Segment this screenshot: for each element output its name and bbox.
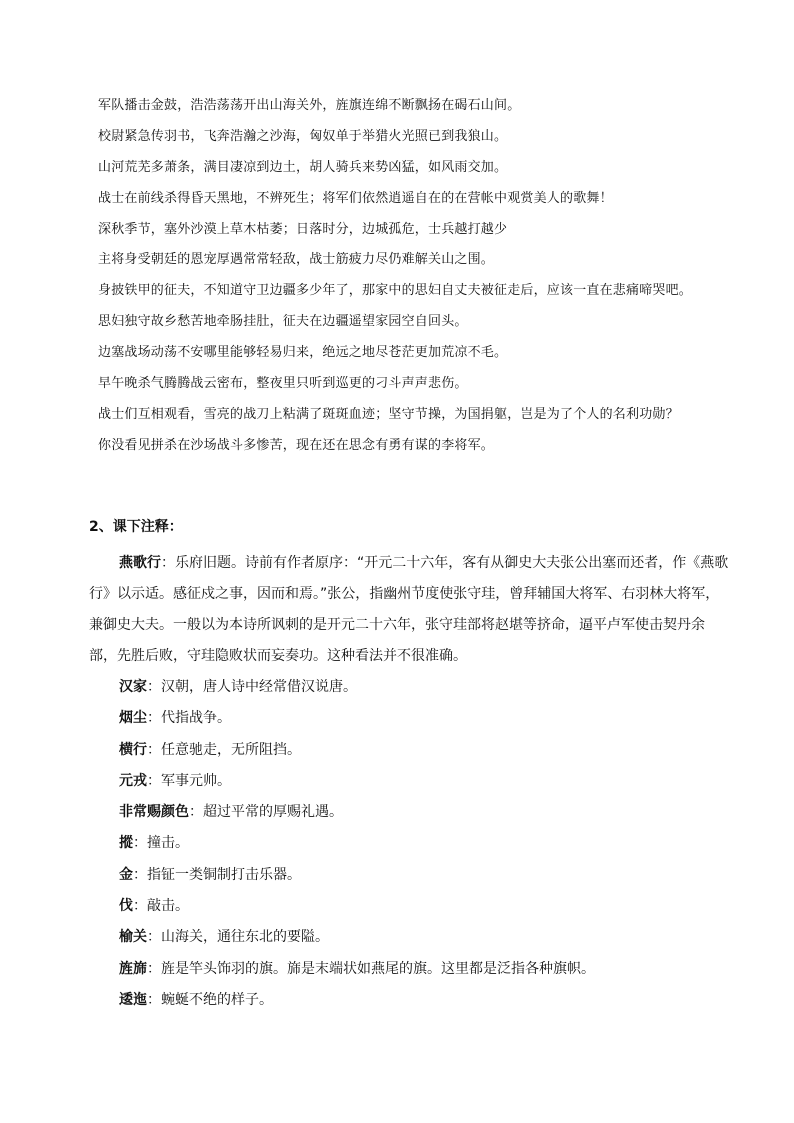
note-text: ：蜿蜒不绝的样子。: [147, 991, 273, 1008]
note-term: 横行: [119, 741, 147, 758]
note-text: ：撞击。: [133, 835, 189, 852]
note-item: [89, 797, 729, 828]
note-text: ：指钲一类铜制打击乐器。: [133, 866, 301, 883]
note-term: 摐: [119, 835, 133, 852]
translation-line: 军队播击金鼓，浩浩荡荡开出山海关外，旌旗连绵不断飘扬在碣石山间。: [98, 98, 521, 113]
translation-line: 校尉紧急传羽书，飞奔浩瀚之沙海，匈奴单于举猎火光照已到我狼山。: [98, 128, 508, 144]
note-item: [89, 735, 729, 766]
note-text: ：军事元帅。: [147, 772, 231, 789]
note-term: 非常赐颜色: [119, 804, 189, 821]
note-item: [89, 954, 729, 985]
note-term: 伐: [119, 898, 133, 915]
translation-line: 身披铁甲的征夫，不知道守卫边疆多少年了，那家中的思妇自丈夫被征走后，应该一直在悲痛啼哭吧。: [98, 283, 693, 299]
note-term: 金: [119, 866, 133, 883]
translation-line: 早午晚杀气腾腾战云密布，整夜里只听到巡更的刁斗声声悲伤。: [98, 376, 468, 392]
note-term: 燕歌行: [119, 555, 161, 571]
translation-line: 边塞战场动荡不安哪里能够轻易归来，绝远之地尽苍茫更加荒凉不毛。: [98, 345, 508, 361]
note-item-yangexing: [89, 548, 729, 672]
note-term: 烟尘: [119, 710, 147, 727]
note-item: [89, 672, 729, 703]
note-item: [89, 703, 729, 734]
note-term: 旌旆: [119, 960, 147, 977]
note-item: [89, 891, 729, 922]
note-item: [89, 985, 729, 1016]
notes-section-title: 2、课下注释：: [89, 519, 183, 535]
note-text: ：旌是竿头饰羽的旗。旆是末端状如燕尾的旗。这里都是泛指各种旗帜。: [147, 960, 595, 977]
note-text: ：任意驰走，无所阻挡。: [147, 741, 301, 758]
note-term: 元戎: [119, 772, 147, 789]
note-text: ：代指战争。: [147, 710, 231, 727]
note-text: ：敲击。: [133, 898, 189, 915]
note-item: [89, 828, 729, 859]
note-text: ：山海关，通往东北的要隘。: [147, 929, 329, 946]
translation-line: 战士们互相观看，雪亮的战刀上粘满了斑斑血迹；坚守节操，为国捐躯，岂是为了个人的名利功勋？: [98, 406, 679, 422]
translation-line: 你没看见拼杀在沙场战斗多惨苦，现在还在思念有勇有谋的李将军。: [98, 437, 495, 453]
translation-block: [98, 98, 738, 469]
note-item: [89, 766, 729, 797]
note-text: ：汉朝，唐人诗中经常借汉说唐。: [147, 679, 357, 695]
note-term: 榆关: [119, 929, 147, 946]
note-term: 汉家: [119, 679, 147, 695]
translation-line: 山河荒芜多萧条，满目凄凉到边土，胡人骑兵来势凶猛，如风雨交加。: [98, 159, 508, 175]
translation-line: 主将身受朝廷的恩宠厚遇常常轻敌，战士筋疲力尽仍难解关山之围。: [98, 252, 495, 268]
notes-list: [89, 548, 729, 1016]
note-item: [89, 922, 729, 953]
note-item: [89, 860, 729, 891]
note-text: ：乐府旧题。诗前有作者原序：“开元二十六年，客有从御史大夫张公出塞而还者，作《燕歌行》以示适。感征戍之事，因而和焉。”张公，指幽州节度使张守珪，曾拜辅国大将军、右羽林大将军，兼御史大夫。一般以为本诗所讽刺的是开元二十六年，张守珪部将赵堪等挤命，逼平卢军使击契丹余部，先胜后败，守珪隐败状而妄奏功。这种看法并不很准确。: [89, 555, 729, 664]
translation-line: 深秋季节，塞外沙漠上草木枯萎；日落时分，边城孤危，士兵越打越少: [98, 221, 508, 237]
note-term: 逶迤: [119, 991, 147, 1008]
translation-line: 战士在前线杀得昏天黑地，不辨死生；将军们依然逍遥自在的在营帐中观赏美人的歌舞！: [98, 190, 613, 206]
note-text: ：超过平常的厚赐礼遇。: [189, 804, 343, 821]
translation-line: 思妇独守故乡愁苦地牵肠挂肚，征夫在边疆遥望家园空自回头。: [98, 314, 468, 330]
